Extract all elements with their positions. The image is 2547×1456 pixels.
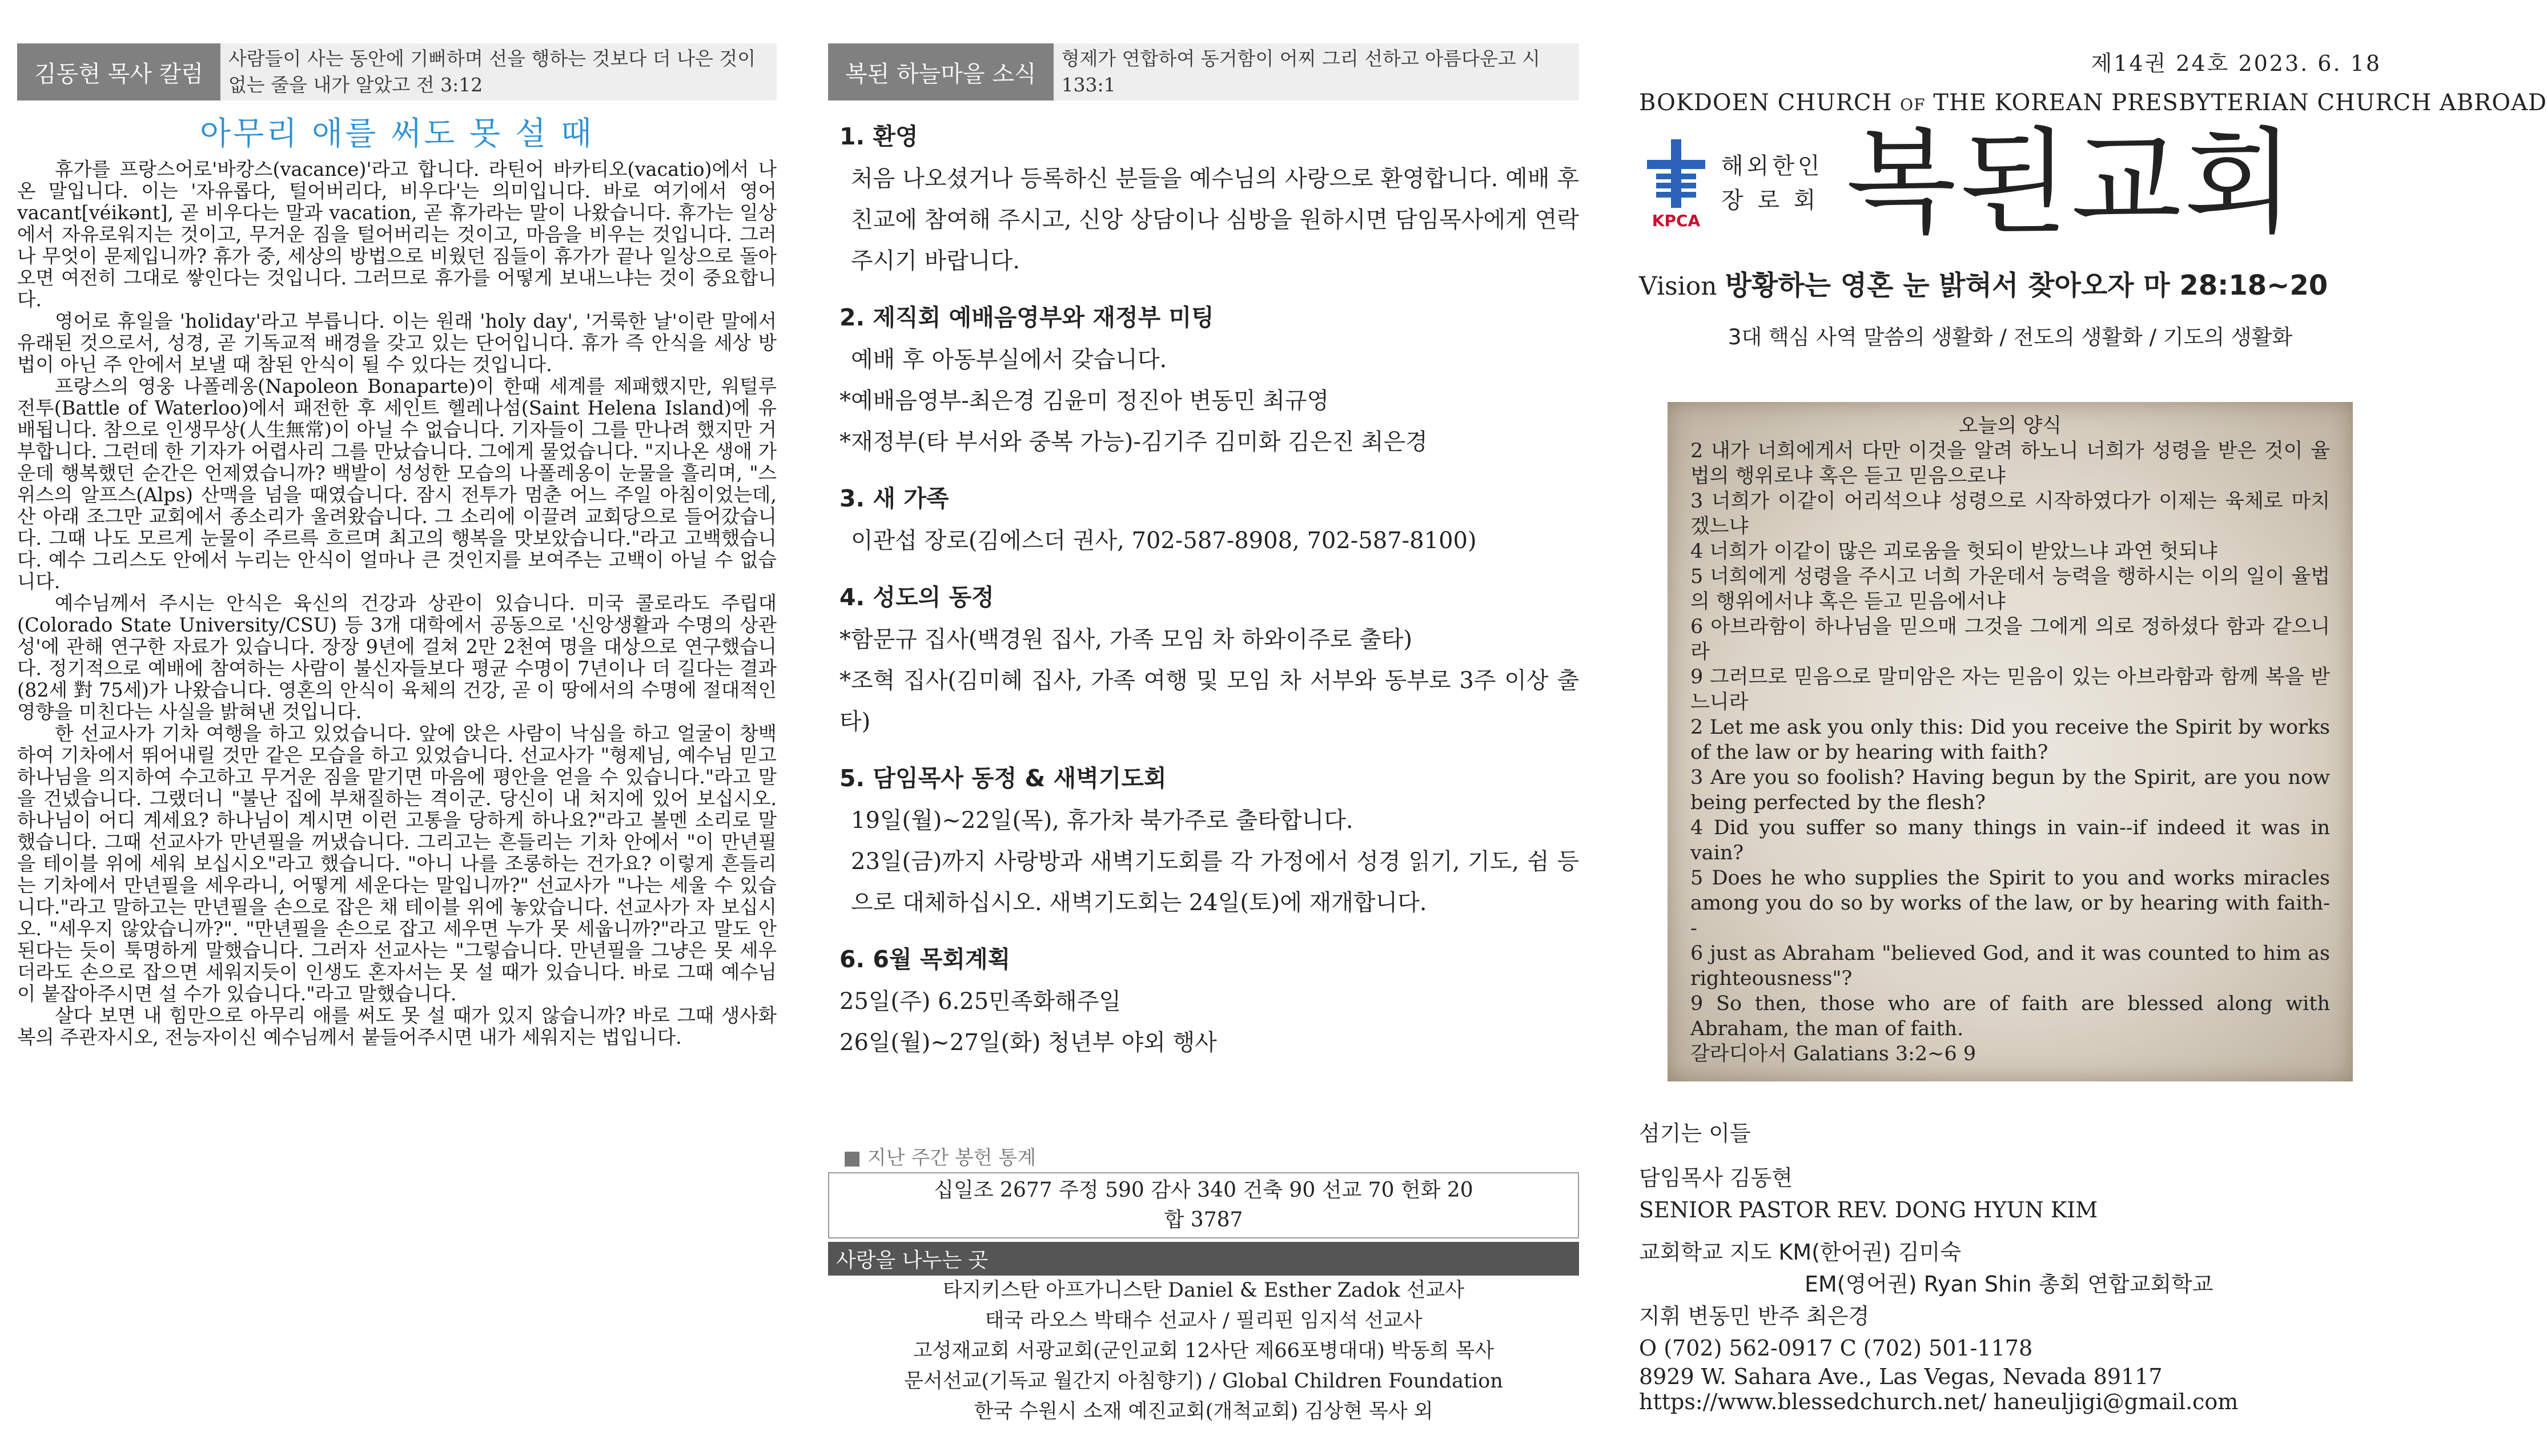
scripture-reference: 갈라디아서 Galatians 3:2~6 9 xyxy=(1690,1043,1976,1065)
news-line: *함문규 집사(백경원 집사, 가족 모임 차 하와이주로 출타) xyxy=(839,626,1413,653)
scripture-verse: 5 Does he who supplies the Spirit to you and works miracles among you do so by works of the law, or by hearing with faith-- xyxy=(1690,867,2330,940)
news-item-title: 4. 성도의 동정 xyxy=(839,584,994,611)
news-item xyxy=(828,299,1579,462)
masthead xyxy=(1639,116,2381,250)
article-paragraph: 영어로 휴일을 'holiday'라고 부릅니다. 이는 원래 'holy day', '거룩한 날'이란 말에서 유래된 것으로서, 성경, 곧 기독교적 배경을 갖고 있는 단어입니다. 휴가 즉 안식을 세상 방법이 아닌 주 안에서 보낼 때 참된 안식이 될 수 있다는 것입니다. xyxy=(17,310,777,376)
article-paragraph: 예수님께서 주시는 안식은 육신의 건강과 상관이 있습니다. 미국 콜로라도 주립대(Colorado State University/CSU) 등 3개 대학에서 공동으로 '신앙생활과 수명의 상관성'에 관해 연구한 자료가 있습니다. 장장 9년에 걸쳐 2만 2천여 명을 대상으로 연구했습니다. 정기적으로 예배에 참여하는 사람이 불신자들보다 평균 수명이 7년이나 더 길다는 결과(82세 對 75세)가 나왔습니다. 영혼의 안식이 육체의 건강, 곧 이 땅에서의 수명에 절대적인 영향을 미친다는 사실을 밝혀낸 것입니다. xyxy=(17,592,777,723)
news-line: *재정부(타 부서와 중복 가능)-김기주 김미화 김은진 최은경 xyxy=(839,429,1428,455)
scripture-verse: 5 너희에게 성령을 주시고 너희 가운데서 능력을 행하시는 이의 일이 율법의 행위에서냐 혹은 듣고 믿음에서냐 xyxy=(1690,565,2330,613)
article-paragraph: 살다 보면 내 힘만으로 아무리 애를 써도 못 설 때가 있지 않습니까? 바로 그때 생사화복의 주관자시오, 전능자이신 예수님께서 붙들어주시면 내가 세워지는 법입니다. xyxy=(17,1004,777,1048)
scripture-verse: 2 내가 너희에게서 다만 이것을 알려 하노니 너희가 성령을 받은 것이 율법의 행위로냐 혹은 듣고 믿음으로냐 xyxy=(1690,440,2330,488)
scripture-verse: 3 너희가 이같이 어리석으냐 성령으로 시작하였다가 이제는 육체로 마치겠느냐 xyxy=(1690,490,2330,538)
article-paragraph: 휴가를 프랑스어로'바캉스(vacance)'라고 합니다. 라틴어 바카티오(vacatio)에서 나온 말입니다. 이는 '자유롭다, 털어버리다, 비우다'는 의미입니다. 바로 여기에서 영어 vacant[véikənt], 곧 비우다는 말과 vacation, 곧 휴가라는 말이 나왔습니다. 휴가는 일상에서 자유로워지는 것이고, 무거운 짐을 털어버리는 것이고, 마음을 비우는 것입니다. 그러나 무엇이 문제입니까? 휴가 중, 세상의 방법으로 비웠던 짐들이 휴가가 끝나 일상으로 돌아오면 여전히 그대로 쌓인다는 것입니다. 그러므로 휴가를 어떻게 보내느냐는 것이 중요합니다. xyxy=(17,158,777,311)
stats-total: 합 3787 xyxy=(1164,1208,1243,1232)
scripture-verse: 4 너희가 이같이 많은 괴로움을 헛되이 받았느냐 과연 헛되냐 xyxy=(1690,540,2217,563)
three-ministries: 3대 핵심 사역 말씀의 생활화 / 전도의 생활화 / 기도의 생활화 xyxy=(1728,325,2293,349)
staff-line: 담임목사 김동현 xyxy=(1639,1165,1793,1190)
news-item-title: 6. 6월 목회계획 xyxy=(839,946,1011,973)
share-line: 한국 수원시 소재 예진교회(개척교회) 김상현 목사 외 xyxy=(974,1400,1433,1423)
stats-title: ■ 지난 주간 봉헌 통계 xyxy=(843,1147,1037,1169)
news-item-title: 2. 제직회 예배음영부와 재정부 미팅 xyxy=(839,304,1214,331)
church-name: 복된교회 xyxy=(1846,116,2297,250)
share-title: 사랑을 나누는 곳 xyxy=(828,1242,1579,1276)
share-line: 문서선교(기독교 월간지 아침향기) / Global Children Foundation xyxy=(904,1370,1503,1393)
news-line: 처음 나오셨거나 등록하신 분들을 예수님의 사랑으로 환영합니다. 예배 후 친교에 참여해 주시고, 신앙 상담이나 심방을 원하시면 담임목사에게 연락 주시기 바랍니다. xyxy=(851,166,1579,274)
kpca-cross-logo-icon xyxy=(1639,135,1713,232)
staff-line: 지휘 변동민 반주 최은경 xyxy=(1639,1304,1870,1329)
scripture-verse: 3 Are you so foolish? Having begun by the Spirit, are you now being perfected by the flesh? xyxy=(1690,766,2330,814)
news-line: *예배음영부-최은경 김윤미 정진아 변동민 최규영 xyxy=(839,388,1329,414)
vision-text: 방황하는 영혼 눈 밝혀서 찾아오자 마 28:18~20 xyxy=(1725,270,2328,301)
news-item xyxy=(828,759,1579,923)
news-item-title: 3. 새 가족 xyxy=(839,485,949,512)
news-line: *조혁 집사(김미혜 집사, 가족 여행 및 모임 차 서부와 동부로 3주 이상 출타) xyxy=(839,667,1579,735)
website-link[interactable]: https://www.blessedchurch.net/ haneuljigi@gmail.com xyxy=(1639,1389,2239,1414)
staff-section xyxy=(1639,1116,2381,1414)
news-line: 예배 후 아동부실에서 갖습니다. xyxy=(851,347,1167,373)
article-paragraph: 한 선교사가 기차 여행을 하고 있었습니다. 앞에 앉은 사람이 낙심을 하고 얼굴이 창백하여 기차에서 뛰어내릴 것만 같은 모습을 하고 있었습니다. 선교사가 "형제님, 예수님 믿고 하나님을 의지하여 수고하고 무거운 짐을 맡기면 마음에 평안을 얻을 수 있습니다."라고 말을 건넸습니다. 그랬더니 "불난 집에 부채질하는 격이군. 당신이 내 처지에 있어 보십시오. 하나님이 어디 계세요? 하나님이 계시면 이런 고통을 당하게 하나요?"라고 볼멘 소리로 말했습니다. 그때 선교사가 만년필을 꺼냈습니다. 그리고는 흔들리는 기차 안에서 "이 만년필을 테이블 위에 세워 보십시오"라고 했습니다. "아니 나를 조롱하는 건가요? 이렇게 흔들리는 기차에서 만년필을 세우라니, 어떻게 세운다는 말입니까?" 선교사가 "나는 세울 수 있습니다."라고 말하고는 만년필을 손으로 잡은 채 테이블 위에 놓았습니다. 선교사가 자 보십시오. "세우지 않았습니까?". "만년필을 손으로 잡고 세우면 누가 못 세웁니까?"라고 말도 안 된다는 듯이 툭명하게 말했습니다. 그러자 선교사는 "그렇습니다. 만년필을 그냥은 못 세우더라도 손으로 잡으면 세워지듯이 인생도 혼자서는 못 설 때가 있습니다. 바로 그때 예수님이 붙잡아주시면 설 수가 있습니다."라고 말했습니다. xyxy=(17,722,777,1005)
staff-line: 교회학교 지도 KM(한어권) 김미숙 xyxy=(1639,1240,1962,1265)
kpca-line: 장 로 회 xyxy=(1721,187,1819,214)
news-line: 25일(주) 6.25민족화해주일 xyxy=(839,988,1122,1015)
scripture-verse: 6 just as Abraham "believed God, and it was counted to him as righteousness"? xyxy=(1690,942,2330,990)
news-item-title: 1. 환영 xyxy=(839,123,918,150)
church-english-name: BOKDOEN CHURCH of THE KOREAN PRESBYTERIAN CHURCH ABROAD xyxy=(1639,90,2547,116)
scripture-verse: 2 Let me ask you only this: Did you receive the Spirit by works of the law or by hearing with faith? xyxy=(1690,716,2330,764)
share-line: 고성재교회 서광교회(군인교회 12사단 제66포병대대) 박동희 목사 xyxy=(913,1340,1495,1362)
column-header xyxy=(17,43,777,100)
address-line: 8929 W. Sahara Ave., Las Vegas, Nevada 89117 xyxy=(1639,1364,2163,1389)
kpca-logo-text: KPCA xyxy=(1652,211,1701,230)
vision xyxy=(1639,263,2381,303)
column-label: 김동현 목사 칼럼 xyxy=(17,43,220,100)
kpca-line: 해외한인 xyxy=(1721,153,1823,179)
news-column xyxy=(828,0,1579,1423)
news-line: 26일(월)~27일(화) 청년부 야외 행사 xyxy=(839,1029,1217,1056)
phone-line: O (702) 562-0917 C (702) 501-1178 xyxy=(1639,1336,2033,1361)
column-verse: 사람들이 사는 동안에 기뻐하며 선을 행하는 것보다 더 나은 것이 없는 줄을 내가 알았고 전 3:12 xyxy=(220,43,777,100)
news-verse: 형제가 연합하여 동거함이 어찌 그리 선하고 아름다운고 시 133:1 xyxy=(1054,43,1579,100)
news-line: 19일(월)~22일(목), 휴가차 북가주로 출타합니다. xyxy=(851,807,1353,834)
column-title: 아무리 애를 써도 못 설 때 xyxy=(200,115,594,152)
share-line: 태국 라오스 박태수 선교사 / 필리핀 임지석 선교사 xyxy=(985,1309,1423,1332)
article-paragraph: 프랑스의 영웅 나폴레옹(Napoleon Bonaparte)이 한때 세계를 제패했지만, 워털루 전투(Battle of Waterloo)에서 패전한 후 세인트 헬레나섬(Saint Helena Island)에 유배됩니다. 참으로 인생무상(人生無常)이 아닐 수 없습니다. 기자들이 그를 만나려 했지만 거부합니다. 그런데 한 기자가 어렵사리 그를 만났습니다. 그에게 물었습니다. "지나온 생애 가운데 행복했던 순간은 언제였습니까? 백발이 성성한 모습의 나폴레옹이 눈물을 흘리며, "스위스의 알프스(Alps) 산맥을 넘을 때였습니다. 잠시 전투가 멈춘 어느 주일 아침이었는데, 산 아래 조그만 교회에서 종소리가 울려왔습니다. 그 소리에 이끌려 교회당으로 들어갔습니다. 그때 나도 모르게 눈물이 주르륵 흐르며 최고의 행복을 맛보았습니다."라고 고백했습니다. 예수 그리스도 안에서 누리는 안식이 얼마나 큰 것인지를 보여주는 고백이 아닐 수 없습니다. xyxy=(17,375,777,593)
news-item xyxy=(828,940,1579,1063)
news-item xyxy=(828,480,1579,561)
news-header xyxy=(828,43,1579,100)
share-line: 타지키스탄 아프가니스탄 Daniel & Esther Zadok 선교사 xyxy=(942,1279,1465,1302)
vision-label: Vision xyxy=(1639,272,1717,301)
news-item xyxy=(828,578,1579,742)
pastor-column xyxy=(17,0,777,1048)
news-line: 이관섭 장로(김에스더 권사, 702-587-8908, 702-587-8100) xyxy=(851,528,1477,554)
staff-line: EM(영어권) Ryan Shin 총회 연합교회학교 xyxy=(1805,1272,2213,1297)
daily-bread-box xyxy=(1668,402,2353,1081)
daily-bread-title: 오늘의 양식 xyxy=(1958,415,2062,437)
issue-info: 제14권 24호 2023. 6. 18 xyxy=(2091,51,2381,76)
news-line: 23일(금)까지 사랑방과 새벽기도회를 각 가정에서 성경 읽기, 기도, 쉼 등으로 대체하십시오. 새벽기도회는 24일(토)에 재개합니다. xyxy=(851,848,1579,916)
news-item xyxy=(828,118,1579,281)
scripture-verse: 6 아브라함이 하나님을 믿으매 그것을 그에게 의로 정하셨다 함과 같으니라 xyxy=(1690,616,2330,663)
kpca-text xyxy=(1721,149,1823,218)
offering-section xyxy=(828,1142,1579,1427)
column-article xyxy=(17,159,777,1048)
scripture-verse: 4 Did you suffer so many things in vain--if indeed it was in vain? xyxy=(1690,817,2330,864)
stats-line: 십일조 2677 주정 590 감사 340 건축 90 선교 70 헌화 20 xyxy=(934,1179,1473,1202)
news-item-title: 5. 담임목사 동정 & 새벽기도회 xyxy=(839,765,1167,792)
scripture-verse: 9 So then, those who are of faith are blessed along with Abraham, the man of faith. xyxy=(1690,992,2330,1040)
masthead-column xyxy=(1639,0,2547,1414)
stats-box xyxy=(828,1172,1579,1238)
scripture-verse: 9 그러므로 믿음으로 말미암은 자는 믿음이 있는 아브라함과 함께 복을 받느니라 xyxy=(1690,666,2330,714)
news-label: 복된 하늘마을 소식 xyxy=(828,43,1054,100)
staff-title: 섬기는 이들 xyxy=(1639,1121,1751,1146)
staff-line: SENIOR PASTOR REV. DONG HYUN KIM xyxy=(1639,1197,2098,1222)
